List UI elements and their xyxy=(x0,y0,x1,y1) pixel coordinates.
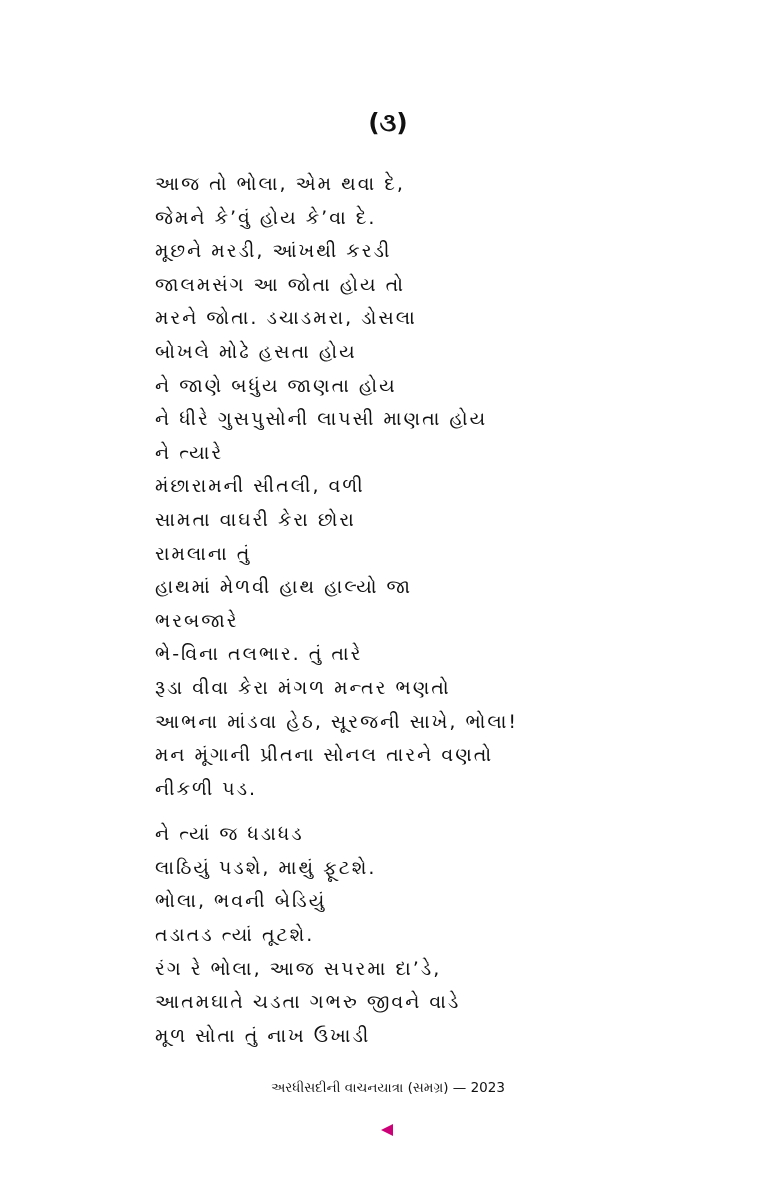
poem-line: ને જાણે બધુંય જાણતા હોય xyxy=(155,374,397,397)
poem-line: મંછારામની સીતલી, વળી xyxy=(155,475,365,498)
poem-line: આભના માંડવા હેઠ, સૂરજની સાખે, ભોલા! xyxy=(155,710,519,733)
poem-line: હાથમાં મેળવી હાથ હાલ્યો જા xyxy=(155,576,413,599)
poem-line: રૂડા વીવા કેરા મંગળ મન્તર ભણતો xyxy=(155,676,451,699)
prev-page-icon[interactable] xyxy=(381,1124,393,1136)
poem-line: લાઠિયું પડશે, માથું ફૂટશે. xyxy=(155,856,377,879)
poem-line: નીકળી પડ. xyxy=(155,777,258,800)
poem-line: ભોલા, ભવની બેડિયું xyxy=(155,890,327,913)
poem-line: બોખલે મોઢે હસતા હોય xyxy=(155,340,357,363)
poem-line: જેમને કે’વું હોય કે’વા દે. xyxy=(155,206,377,229)
poem-line: સામતા વાઘરી કેરા છોરા xyxy=(155,508,356,531)
poem-line: ને ત્યારે xyxy=(155,441,224,464)
poem-line: ભરબજારે xyxy=(155,609,239,632)
poem xyxy=(155,168,715,1053)
poem-line: આતમઘાતે ચડતા ગભરુ જીવને વાડે xyxy=(155,991,461,1014)
stanza xyxy=(155,168,715,806)
poem-line: મૂછને મરડી, આંખથી કરડી xyxy=(155,240,392,263)
poem-line: આજ તો ભોલા, એમ થવા દે, xyxy=(155,173,405,195)
poem-line: રામલાના તું xyxy=(155,542,252,565)
poem-line: રંગ રે ભોલા, આજ સપરમા દા’ડે, xyxy=(155,957,442,980)
poem-line: જાલમસંગ આ જોતા હોય તો xyxy=(155,273,405,296)
poem-line: મન મૂંગાની પ્રીતના સોનલ તારને વણતો xyxy=(155,744,494,767)
poem-line: તડાતડ ત્યાં તૂટશે. xyxy=(155,924,315,947)
poem-line: ભે-વિના તલભાર. તું તારે xyxy=(155,643,363,666)
section-number: (૩) xyxy=(368,108,408,137)
poem-line: ને ત્યાં જ ધડાધડ xyxy=(155,823,304,846)
stanza xyxy=(155,818,715,1053)
poem-line: મૂળ સોતા તું નાખ ઉખાડી xyxy=(155,1024,371,1047)
poem-line: ને ધીરે ગુસપુસોની લાપસી માણતા હોય xyxy=(155,408,488,431)
poem-line: મરને જોતા. ડચાડમરા, ડોસલા xyxy=(155,307,417,330)
page-footer: અરધીસદીની વાચનયાત્રા (સમગ્ર) — 2023 xyxy=(271,1080,505,1096)
